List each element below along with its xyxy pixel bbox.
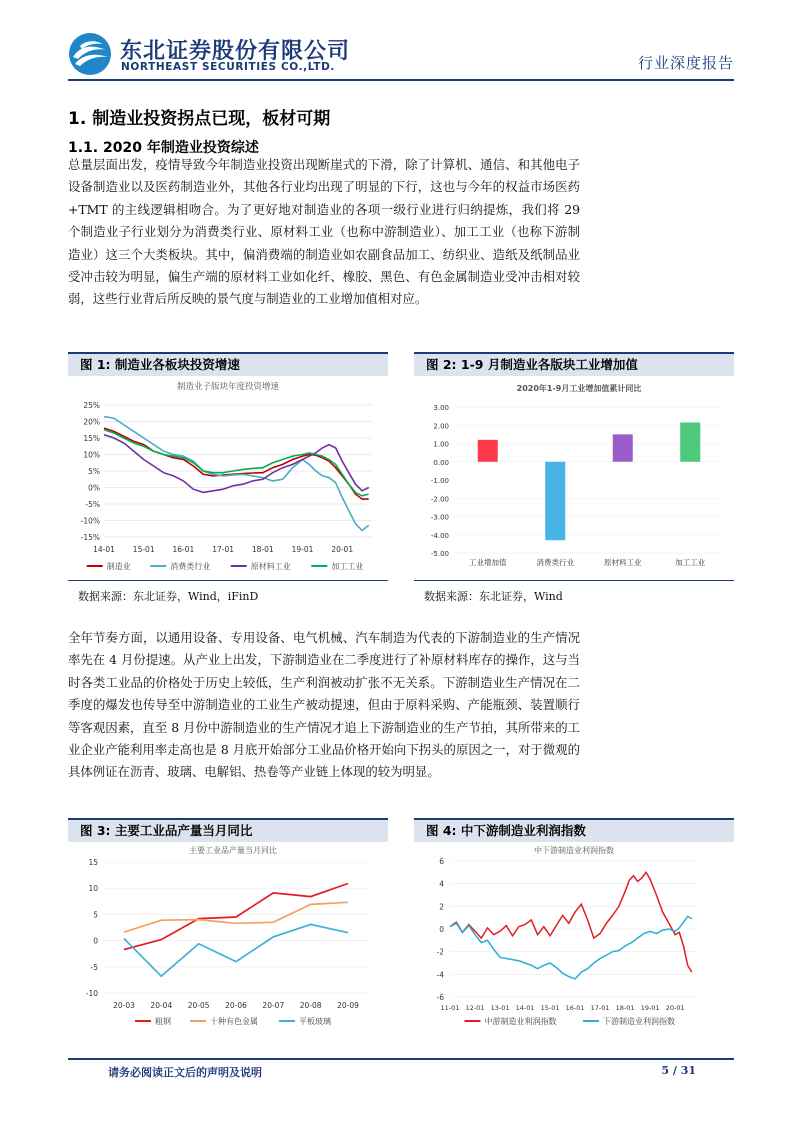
brand-name-cn: 东北证券股份有限公司 bbox=[120, 39, 351, 64]
y-tick-label: -4.00 bbox=[430, 531, 449, 540]
y-tick-label: 15% bbox=[83, 434, 100, 443]
legend-label: 消费类行业 bbox=[170, 562, 211, 571]
y-tick-label: 15 bbox=[88, 858, 98, 867]
legend-label: 粗钢 bbox=[155, 1017, 171, 1026]
figure-1-line-chart bbox=[68, 376, 388, 578]
series-line bbox=[124, 884, 348, 950]
x-tick-label: 11-01 bbox=[440, 1004, 460, 1012]
figure-2-bottom-rule bbox=[414, 580, 734, 581]
y-tick-label: 1.00 bbox=[433, 440, 449, 449]
figure-4-caption: 图 4: 中下游制造业利润指数 bbox=[414, 818, 734, 842]
y-tick-label: 4 bbox=[439, 879, 444, 889]
chart-title: 制造业子版块年度投资增速 bbox=[176, 382, 280, 392]
body-paragraph-1: 总量层面出发，疫情导致今年制造业投资出现断崖式的下滑，除了计算机、通信、和其他电子设备制造业以及医药制造业外，其他各行业均出现了明显的下行，这也与今年的权益市场医药+TMT 的主线逻辑相吻合。为了更好地对制造业的各项一级行业进行归纳提炼，我们将 29 个制造业子行业划分为消费类行业、原材料工业（也称中游制造业）、加工工业（也称下游制造业）这三个大类板块。其中，偏消费端的制造业如农副食品加工、纺织业、造纸及纸制品业受冲击较为明显，偏生产端的原材料工业如化纤、橡胶、黑色、有色金属制造业受冲击相对较弱，这些行业背后所反映的景气度与制造业的工业增加值相对应。 bbox=[68, 157, 580, 307]
y-tick-label: 10 bbox=[88, 884, 98, 894]
x-tick-label: 14-01 bbox=[93, 545, 115, 554]
y-tick-label: 5% bbox=[88, 467, 100, 476]
y-tick-label: -4 bbox=[436, 970, 444, 980]
figure-2-source: 数据来源：东北证券，Wind bbox=[424, 590, 563, 603]
x-tick-label: 14-01 bbox=[515, 1004, 535, 1012]
legend-label: 下游制造业利润指数 bbox=[603, 1017, 675, 1026]
y-tick-label: 10% bbox=[83, 450, 100, 460]
y-tick-label: 2 bbox=[439, 902, 444, 912]
bar bbox=[478, 440, 498, 462]
legend-label: 平板玻璃 bbox=[299, 1017, 331, 1026]
x-tick-label: 17-01 bbox=[590, 1004, 610, 1012]
legend-label: 十种有色金属 bbox=[210, 1017, 258, 1026]
x-category-label: 原材料工业 bbox=[604, 558, 642, 567]
y-tick-label: 2.00 bbox=[433, 422, 449, 431]
y-tick-label: 25% bbox=[83, 401, 100, 410]
bar bbox=[613, 434, 633, 461]
x-tick-label: 13-01 bbox=[490, 1004, 510, 1012]
x-tick-label: 15-01 bbox=[540, 1004, 560, 1012]
x-tick-label: 20-05 bbox=[187, 1001, 210, 1010]
y-tick-label: -15% bbox=[80, 533, 100, 542]
bar bbox=[545, 462, 565, 540]
x-tick-label: 18-01 bbox=[615, 1004, 635, 1012]
section-heading: 1. 制造业投资拐点已现，板材可期 bbox=[68, 109, 331, 129]
x-tick-label: 19-01 bbox=[291, 545, 314, 554]
x-tick-label: 17-01 bbox=[212, 545, 235, 554]
x-tick-label: 20-08 bbox=[299, 1001, 322, 1010]
page-header bbox=[68, 30, 734, 80]
series-line bbox=[124, 924, 348, 976]
y-tick-label: -3.00 bbox=[430, 513, 449, 522]
bar bbox=[680, 423, 700, 462]
y-tick-label: -6 bbox=[436, 993, 444, 1002]
x-tick-label: 15-01 bbox=[132, 545, 155, 554]
y-tick-label: 6 bbox=[439, 857, 444, 866]
legend-label: 制造业 bbox=[106, 562, 131, 571]
x-tick-label: 20-04 bbox=[150, 1001, 173, 1010]
series-line bbox=[104, 435, 369, 493]
x-tick-label: 16-01 bbox=[172, 545, 195, 554]
legend-label: 原材料工业 bbox=[250, 562, 291, 571]
header-divider bbox=[68, 79, 734, 81]
chart-title: 主要工业品产量当月同比 bbox=[189, 846, 277, 855]
y-tick-label: 20% bbox=[83, 417, 100, 427]
x-tick-label: 20-07 bbox=[262, 1001, 285, 1010]
y-tick-label: 0% bbox=[88, 483, 100, 493]
figure-3-caption: 图 3: 主要工业品产量当月同比 bbox=[68, 818, 388, 842]
series-line bbox=[450, 872, 692, 972]
page-number: 5 / 31 bbox=[661, 1064, 696, 1077]
x-category-label: 消费类行业 bbox=[536, 558, 574, 567]
x-tick-label: 12-01 bbox=[465, 1004, 485, 1012]
chart-title: 2020年1-9月工业增加值累计同比 bbox=[516, 384, 642, 393]
chart-title: 中下游制造业利润指数 bbox=[534, 846, 614, 855]
footer-disclaimer-note: 请务必阅读正文后的声明及说明 bbox=[108, 1066, 262, 1079]
x-tick-label: 20-01 bbox=[331, 545, 354, 554]
figure-3-line-chart bbox=[68, 840, 388, 1032]
report-type: 行业深度报告 bbox=[637, 54, 734, 72]
x-tick-label: 20-03 bbox=[113, 1001, 135, 1010]
y-tick-label: -2 bbox=[436, 947, 444, 957]
y-tick-label: -10 bbox=[85, 989, 98, 998]
legend-label: 中游制造业利润指数 bbox=[484, 1017, 557, 1026]
x-category-label: 加工工业 bbox=[675, 558, 706, 567]
figure-2-bar-chart bbox=[414, 376, 734, 578]
y-tick-label: 0.00 bbox=[433, 458, 449, 467]
y-tick-label: 0 bbox=[439, 925, 444, 934]
brand-name-en: NORTHEAST SECURITIES CO.,LTD. bbox=[121, 61, 335, 73]
y-tick-label: -10% bbox=[80, 516, 100, 526]
legend-label: 加工工业 bbox=[331, 562, 364, 571]
figure-4-line-chart bbox=[414, 840, 734, 1032]
y-tick-label: -5.00 bbox=[430, 550, 449, 558]
x-tick-label: 20-01 bbox=[665, 1004, 685, 1012]
figure-2-caption: 图 2: 1-9 月制造业各版块工业增加值 bbox=[414, 352, 734, 376]
y-tick-label: -2.00 bbox=[430, 495, 449, 504]
body-paragraph-2: 全年节奏方面，以通用设备、专用设备、电气机械、汽车制造为代表的下游制造业的生产情况率先在 4 月份提速。从产业上出发，下游制造业在二季度进行了补原材料库存的操作，这与当时各类工业品的价格处于历史上较低，生产利润被动扩张不无关系。下游制造业生产情况在二季度的爆发也传导至中游制造业的工业生产被动提速，但由于原料采购、产能瓶颈、装置顺行等客观因素，直至 8 月份中游制造业的生产情况才追上下游制造业的生产节拍，其所带来的工业企业产能利用率走高也是 8 月底开始部分工业品价格开始向下拐头的原因之一，对于微观的具体例证在沥青、玻璃、电解铝、热卷等产业链上体现的较为明显。 bbox=[68, 630, 580, 780]
y-tick-label: 5 bbox=[93, 910, 98, 920]
x-tick-label: 16-01 bbox=[565, 1004, 585, 1012]
y-tick-label: -5 bbox=[90, 962, 98, 972]
y-tick-label: 3.00 bbox=[433, 404, 449, 412]
x-category-label: 工业增加值 bbox=[469, 558, 507, 567]
subsection-heading: 1.1. 2020 年制造业投资综述 bbox=[68, 140, 259, 156]
x-tick-label: 20-09 bbox=[337, 1001, 359, 1010]
footer-divider bbox=[68, 1058, 734, 1060]
y-tick-label: -1.00 bbox=[430, 477, 449, 485]
x-tick-label: 18-01 bbox=[251, 545, 274, 554]
y-tick-label: -5% bbox=[85, 500, 100, 509]
y-tick-label: 0 bbox=[93, 936, 98, 946]
figure-1-bottom-rule bbox=[68, 580, 388, 581]
company-logo-icon bbox=[68, 32, 112, 76]
figure-1-caption: 图 1: 制造业各板块投资增速 bbox=[68, 352, 388, 376]
x-tick-label: 19-01 bbox=[640, 1004, 660, 1012]
x-tick-label: 20-06 bbox=[225, 1001, 247, 1010]
figure-1-source: 数据来源：东北证券，Wind，iFinD bbox=[78, 590, 259, 603]
series-line bbox=[450, 917, 692, 979]
